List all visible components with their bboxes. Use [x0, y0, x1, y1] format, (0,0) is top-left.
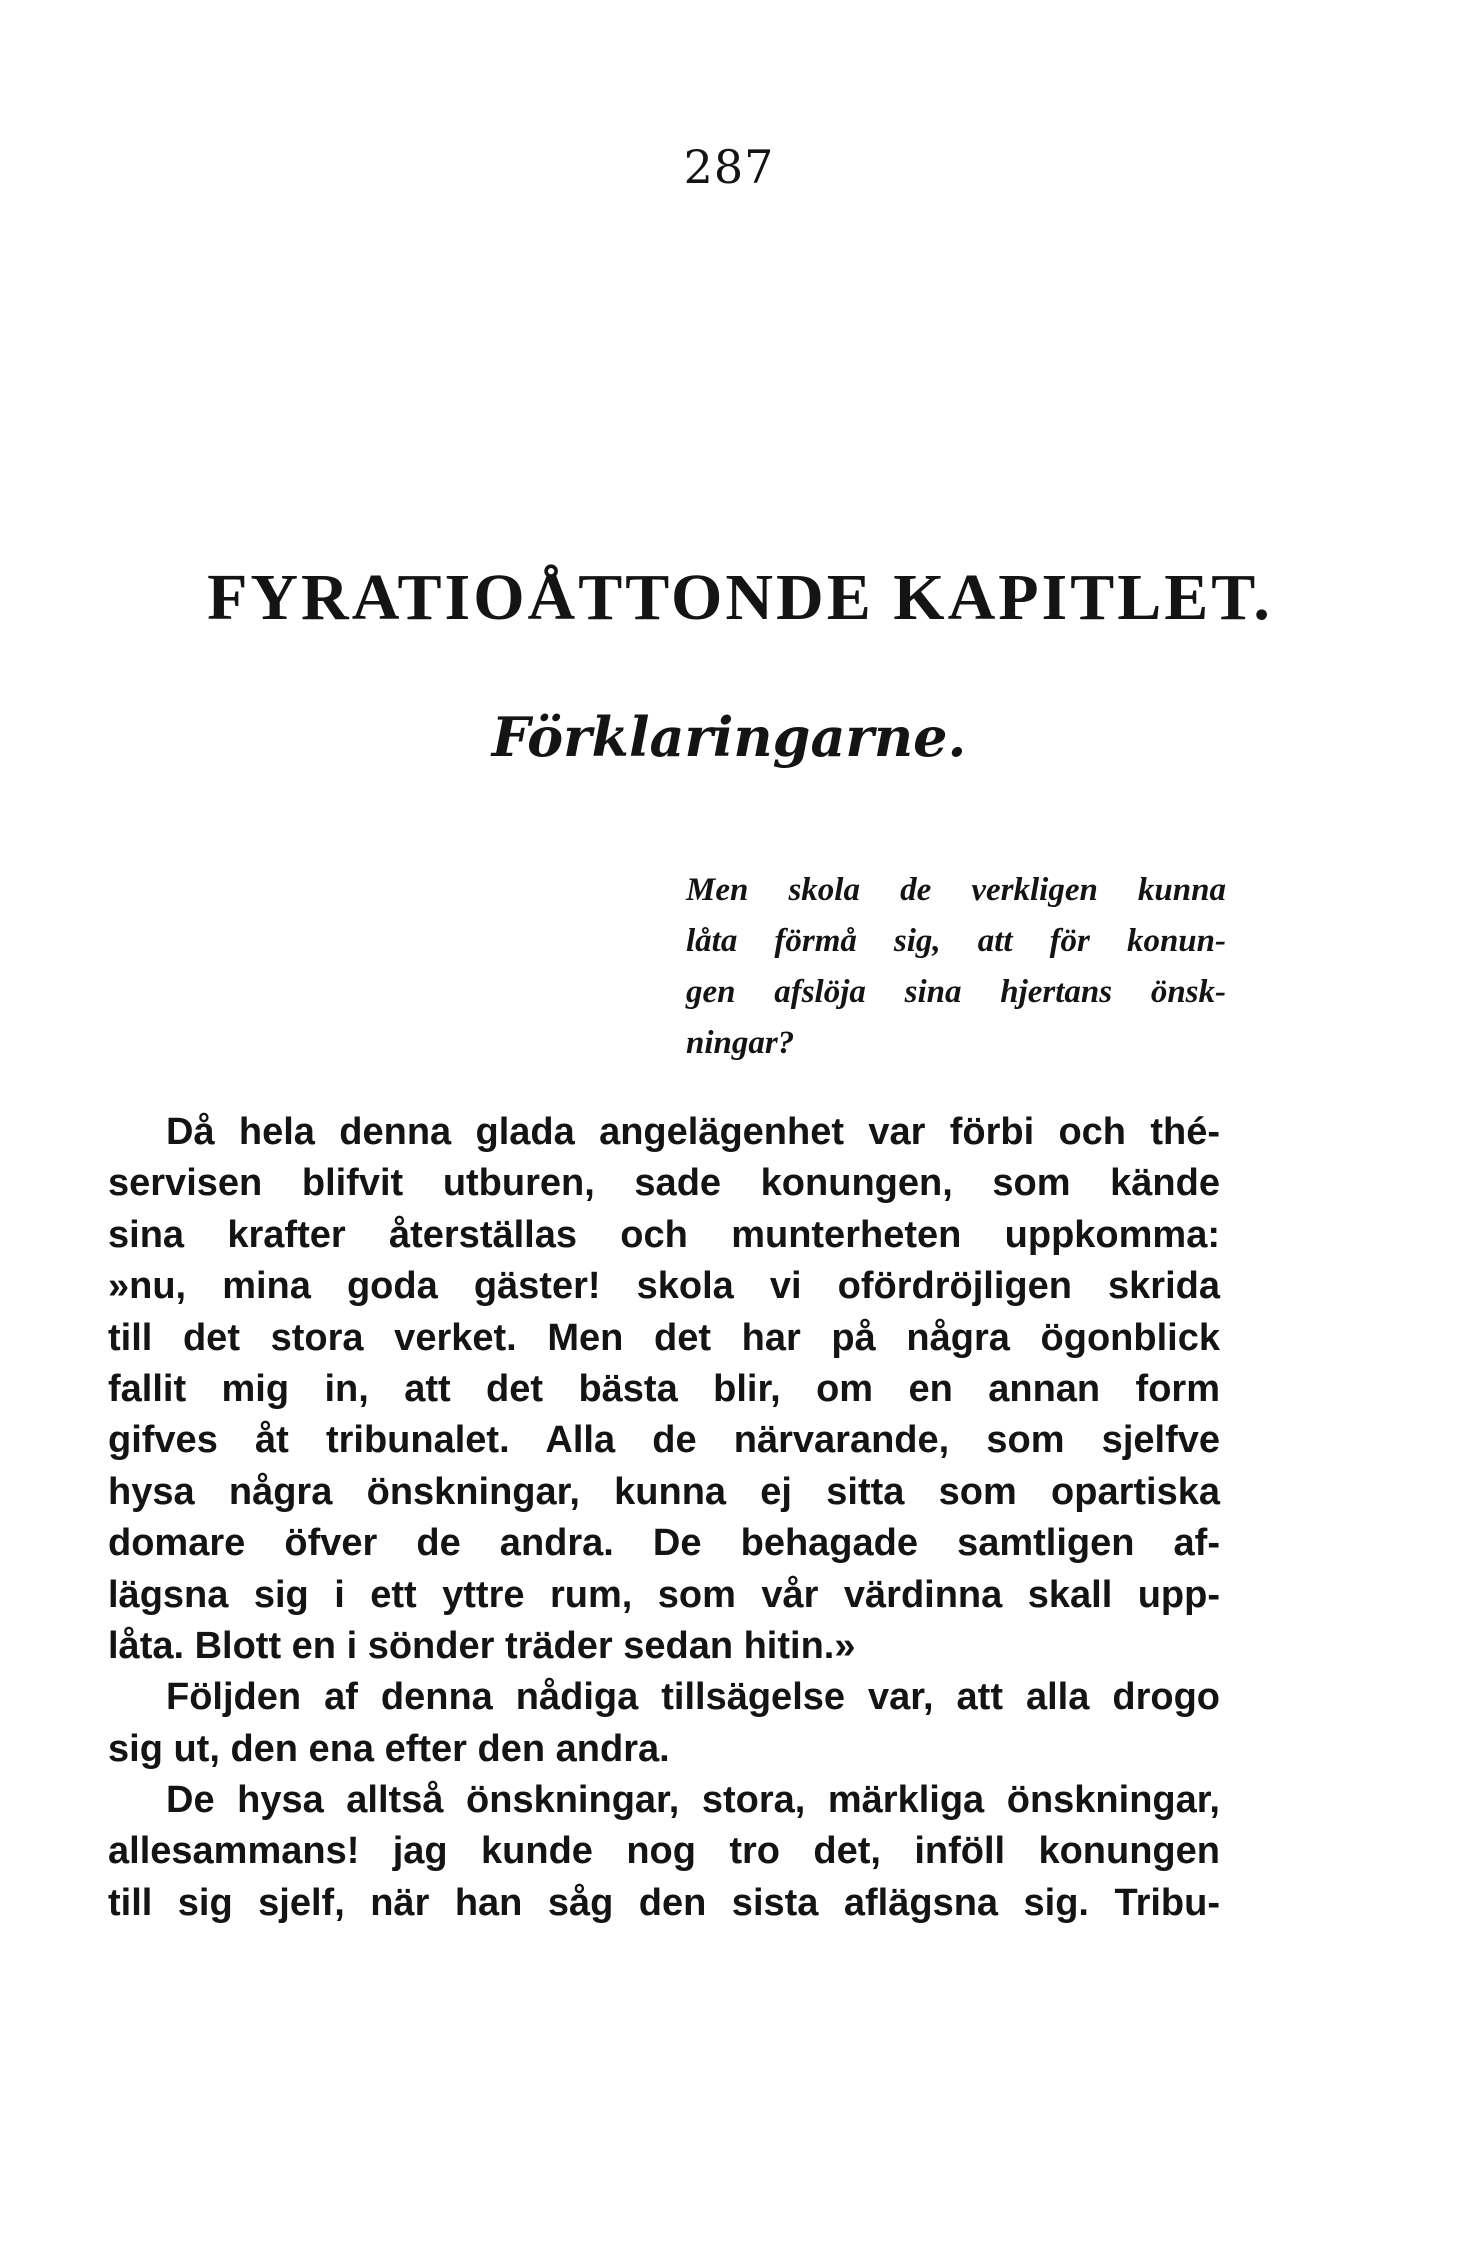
body-text [108, 1107, 1220, 1929]
text-line: till sig sjelf, när han såg den sista aflägsna sig. Tribu- [108, 1881, 1220, 1924]
text-line: »nu, mina goda gäster! skola vi ofördröjligen skrida [108, 1265, 1220, 1308]
text-line: De hysa alltså önskningar, stora, märkliga önskningar, [166, 1779, 1220, 1822]
text-line: sig ut, den ena efter den andra. [108, 1727, 670, 1770]
text-line: gifves åt tribunalet. Alla de närvarande, som sjelfve [108, 1419, 1220, 1462]
chapter-subtitle: Förklaringarne. [491, 705, 967, 769]
text-line: hysa några önskningar, kunna ej sitta som opartiska [108, 1470, 1220, 1513]
epigraph-line: gen afslöja sina hjertans önsk- [686, 974, 1226, 1010]
text-line: till det stora verket. Men det har på några ögonblick [108, 1316, 1220, 1359]
epigraph [686, 865, 1226, 1069]
text-line: allesammans! jag kunde nog tro det, inföll konungen [108, 1830, 1220, 1873]
text-line: domare öfver de andra. De behagade samtligen af- [108, 1522, 1220, 1565]
text-line: servisen blifvit utburen, sade konungen, som kände [108, 1162, 1220, 1205]
text-line: Då hela denna glada angelägenhet var förbi och thé- [166, 1111, 1220, 1153]
epigraph-line: ningar? [686, 1025, 795, 1061]
text-line: sina krafter återställas och munterheten uppkomma: [108, 1213, 1220, 1256]
text-line: låta. Blott en i sönder träder sedan hitin.» [108, 1624, 856, 1667]
epigraph-line: låta förmå sig, att för konun- [686, 923, 1226, 959]
text-line: lägsna sig i ett yttre rum, som vår värdinna skall upp- [108, 1573, 1220, 1616]
chapter-title: FYRATIOÅTTONDE KAPITLET. [207, 561, 1273, 634]
text-line: fallit mig in, att det bästa blir, om en annan form [108, 1367, 1220, 1410]
page-number: 287 [683, 140, 775, 194]
text-line: Följden af denna nådiga tillsägelse var, att alla drogo [166, 1676, 1220, 1719]
epigraph-line: Men skola de verkligen kunna [686, 872, 1226, 908]
